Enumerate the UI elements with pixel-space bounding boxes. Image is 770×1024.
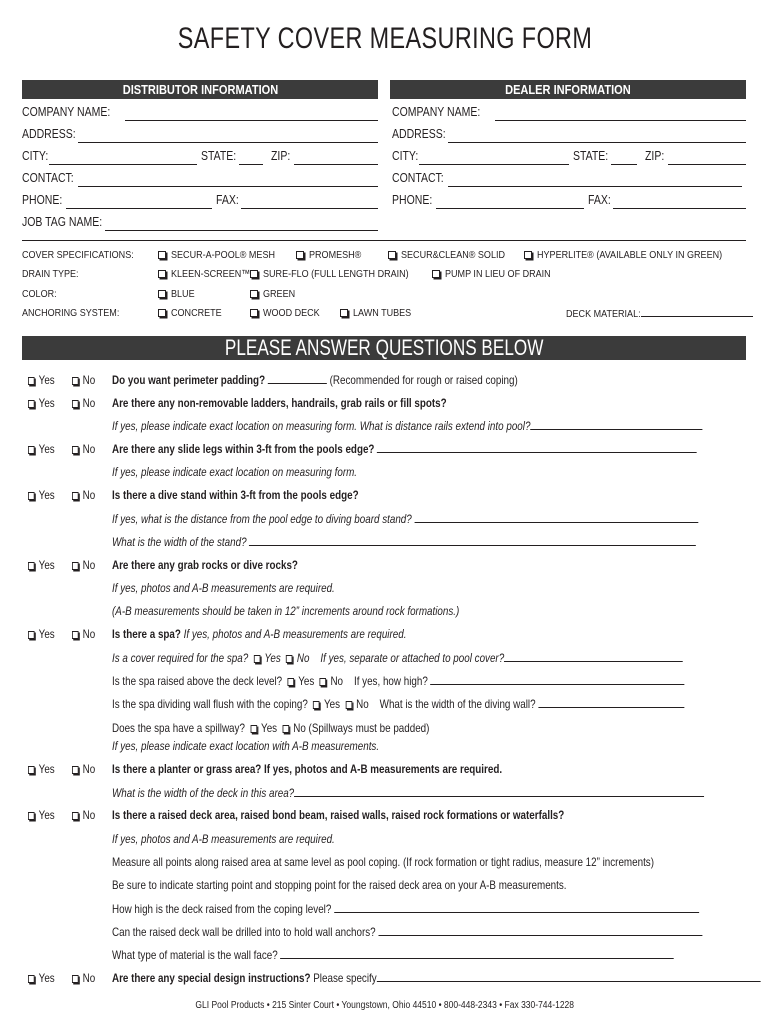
question-grab-rocks-sub1: If yes, photos and A-B measurements are required. <box>112 581 335 595</box>
checkbox-icon <box>388 251 396 259</box>
drain-type-label: DRAIN TYPE: <box>22 268 79 280</box>
checkbox-icon[interactable] <box>320 678 327 686</box>
question-perimeter-padding: Do you want perimeter padding? (Recommended for rough or raised coping) <box>112 373 518 387</box>
page-title: SAFETY COVER MEASURING FORM <box>177 22 593 55</box>
yes-checkbox[interactable]: Yes <box>28 373 61 388</box>
checkbox-icon <box>28 377 35 385</box>
checkbox-icon[interactable] <box>288 678 295 686</box>
special-design-line[interactable] <box>377 971 761 982</box>
spa-height-line[interactable] <box>431 674 685 685</box>
question-raised-deck-s4: How high is the deck raised from the coping level? <box>112 902 770 917</box>
no-checkbox[interactable]: No <box>72 808 100 823</box>
no-checkbox[interactable]: No <box>72 442 100 457</box>
checkbox-icon <box>250 290 258 298</box>
no-checkbox[interactable]: No <box>72 762 100 777</box>
cover-opt-hyperlite[interactable]: HYPERLITE® (AVAILABLE ONLY IN GREEN) <box>524 248 752 262</box>
distributor-contact-field[interactable]: CONTACT: <box>22 169 378 187</box>
question-spa-spillway: Does the spa have a spillway? Yes No (Spillways must be padded) <box>112 721 430 735</box>
question-raised-deck-s2: Measure all points along raised area at same level as pool coping. (If rock formation or tight radius, measure 12” increments) <box>112 855 655 869</box>
question-spa-cover: Is a cover required for the spa? Yes No If yes, separate or attached to pool cover? <box>112 651 770 666</box>
dive-distance-line[interactable] <box>415 512 699 523</box>
checkbox-icon <box>28 812 35 820</box>
checkbox-icon <box>432 270 440 278</box>
color-opt-green[interactable]: GREEN <box>250 287 300 301</box>
checkbox-icon <box>28 631 35 639</box>
question-spa: Is there a spa? If yes, photos and A-B measurements are required. <box>112 627 407 641</box>
checkbox-icon <box>28 492 35 500</box>
divider <box>22 240 746 241</box>
drain-opt-pump[interactable]: PUMP IN LIEU OF DRAIN <box>432 267 568 281</box>
checkbox-icon <box>158 309 166 317</box>
anchor-opt-concrete[interactable]: CONCRETE <box>158 306 230 320</box>
dealer-header: DEALER INFORMATION <box>390 80 746 99</box>
dealer-contact-field[interactable]: CONTACT: <box>392 169 742 187</box>
job-tag-field[interactable]: JOB TAG NAME: <box>22 213 378 231</box>
deck-height-line[interactable] <box>334 902 699 913</box>
distributor-phone-field[interactable]: PHONE: FAX: <box>22 191 378 209</box>
yes-checkbox[interactable]: Yes <box>28 488 61 503</box>
cover-opt-securclean[interactable]: SECUR&CLEAN® SOLID <box>388 248 522 262</box>
question-raised-deck-s6: What type of material is the wall face? <box>112 948 770 963</box>
checkbox-icon <box>28 446 35 454</box>
question-dive-stand-width: What is the width of the stand? <box>112 535 770 550</box>
checkbox-icon <box>72 446 79 454</box>
checkbox-icon <box>250 309 258 317</box>
no-checkbox[interactable]: No <box>72 971 100 986</box>
checkbox-icon <box>158 290 166 298</box>
deck-width-line[interactable] <box>294 786 704 797</box>
checkbox-icon[interactable] <box>283 725 290 733</box>
yes-checkbox[interactable]: Yes <box>28 808 61 823</box>
question-slide-legs: Are there any slide legs within 3-ft from the pools edge? <box>112 442 770 457</box>
checkbox-icon[interactable] <box>286 655 293 663</box>
deck-material-field[interactable]: DECK MATERIAL: <box>566 306 753 321</box>
question-spa-location: If yes, please indicate exact location with A-B measurements. <box>112 739 380 753</box>
checkbox-icon <box>340 309 348 317</box>
question-grab-rocks: Are there any grab rocks or dive rocks? <box>112 558 298 572</box>
no-checkbox[interactable]: No <box>72 627 100 642</box>
question-special-design: Are there any special design instructions? Please specify <box>112 971 770 986</box>
checkbox-icon <box>28 766 35 774</box>
checkbox-icon[interactable] <box>313 701 320 709</box>
checkbox-icon <box>28 975 35 983</box>
checkbox-icon <box>72 812 79 820</box>
checkbox-icon <box>72 377 79 385</box>
question-raised-deck-s5: Can the raised deck wall be drilled into to hold wall anchors? <box>112 925 770 940</box>
checkbox-icon <box>72 631 79 639</box>
checkbox-icon <box>28 400 35 408</box>
question-slide-legs-sub: If yes, please indicate exact location on measuring form. <box>112 465 358 479</box>
stand-width-line[interactable] <box>249 535 696 546</box>
yes-checkbox[interactable]: Yes <box>28 627 61 642</box>
color-opt-blue[interactable]: BLUE <box>158 287 198 301</box>
distributor-company-field[interactable]: COMPANY NAME: <box>22 103 378 121</box>
checkbox-icon[interactable] <box>345 701 352 709</box>
yes-checkbox[interactable]: Yes <box>28 558 61 573</box>
checkbox-icon <box>72 975 79 983</box>
question-dive-stand-distance: If yes, what is the distance from the pool edge to diving board stand? <box>112 512 770 527</box>
cover-opt-secur-a-pool[interactable]: SECUR-A-POOL® MESH <box>158 248 292 262</box>
anchor-opt-lawn-tubes[interactable]: LAWN TUBES <box>340 306 421 320</box>
rail-distance-line[interactable] <box>530 419 702 430</box>
checkbox-icon <box>250 270 258 278</box>
yes-checkbox[interactable]: Yes <box>28 396 61 411</box>
cover-spec-label: COVER SPECIFICATIONS: <box>22 249 134 261</box>
cover-opt-promesh[interactable]: PROMESH® <box>296 248 370 262</box>
checkbox-icon <box>158 270 166 278</box>
dealer-address-field[interactable]: ADDRESS: <box>392 125 746 143</box>
dealer-phone-field[interactable]: PHONE: FAX: <box>392 191 746 209</box>
checkbox-icon <box>296 251 304 259</box>
checkbox-icon[interactable] <box>254 655 261 663</box>
question-planter-sub: What is the width of the deck in this area? <box>112 786 770 801</box>
question-spa-wall: Is the spa dividing wall flush with the coping? Yes No What is the width of the diving wall? <box>112 697 770 712</box>
checkbox-icon <box>158 251 166 259</box>
question-planter: Is there a planter or grass area? If yes, photos and A-B measurements are required. <box>112 762 503 776</box>
question-raised-deck: Is there a raised deck area, raised bond beam, raised walls, raised rock formations or waterfalls? <box>112 808 565 822</box>
diving-wall-line[interactable] <box>538 697 684 708</box>
question-raised-deck-s3: Be sure to indicate starting point and stopping point for the raised deck area on your A-B measurements. <box>112 878 567 892</box>
wall-material-line[interactable] <box>280 948 674 959</box>
dealer-company-field[interactable]: COMPANY NAME: <box>392 103 746 121</box>
distributor-city-field[interactable]: CITY: STATE: ZIP: <box>22 147 378 165</box>
no-checkbox[interactable]: No <box>72 558 100 573</box>
no-checkbox[interactable]: No <box>72 373 100 388</box>
padding-answer-line[interactable] <box>268 373 327 384</box>
no-checkbox[interactable]: No <box>72 488 100 503</box>
question-spa-raised: Is the spa raised above the deck level? Yes No If yes, how high? <box>112 674 770 689</box>
spa-cover-line[interactable] <box>504 651 683 662</box>
drain-opt-sure-flo[interactable]: SURE-FLO (FULL LENGTH DRAIN) <box>250 267 432 281</box>
anchoring-label: ANCHORING SYSTEM: <box>22 307 120 319</box>
no-checkbox[interactable]: No <box>72 396 100 411</box>
checkbox-icon <box>28 562 35 570</box>
question-grab-rocks-sub2: (A-B measurements should be taken in 12” increments around rock formations.) <box>112 604 460 618</box>
yes-checkbox[interactable]: Yes <box>28 762 61 777</box>
checkbox-icon[interactable] <box>250 725 257 733</box>
checkbox-icon <box>524 251 532 259</box>
checkbox-icon <box>72 562 79 570</box>
anchor-opt-wood-deck[interactable]: WOOD DECK <box>250 306 329 320</box>
checkbox-icon <box>72 492 79 500</box>
distributor-header: DISTRIBUTOR INFORMATION <box>22 80 378 99</box>
yes-checkbox[interactable]: Yes <box>28 971 61 986</box>
slide-legs-line[interactable] <box>377 442 697 453</box>
checkbox-icon <box>72 400 79 408</box>
color-label: COLOR: <box>22 288 57 300</box>
question-dive-stand: Is there a dive stand within 3-ft from the pools edge? <box>112 488 359 502</box>
yes-checkbox[interactable]: Yes <box>28 442 61 457</box>
dealer-city-field[interactable]: CITY: STATE: ZIP: <box>392 147 746 165</box>
question-ladders-sub: If yes, please indicate exact location on measuring form. What is distance rails extend into pool? <box>112 419 770 434</box>
wall-anchor-line[interactable] <box>378 925 702 936</box>
distributor-address-field[interactable]: ADDRESS: <box>22 125 378 143</box>
questions-header: PLEASE ANSWER QUESTIONS BELOW <box>22 336 746 360</box>
checkbox-icon <box>72 766 79 774</box>
footer: GLI Pool Products • 215 Sinter Court • Youngstown, Ohio 44510 • 800-448-2343 • Fax 330-744-1228 <box>195 1000 575 1011</box>
question-raised-deck-s1: If yes, photos and A-B measurements are required. <box>112 832 335 846</box>
drain-opt-kleen-screen[interactable]: KLEEN-SCREEN™ <box>158 267 263 281</box>
question-ladders: Are there any non-removable ladders, handrails, grab rails or fill spots? <box>112 396 447 410</box>
